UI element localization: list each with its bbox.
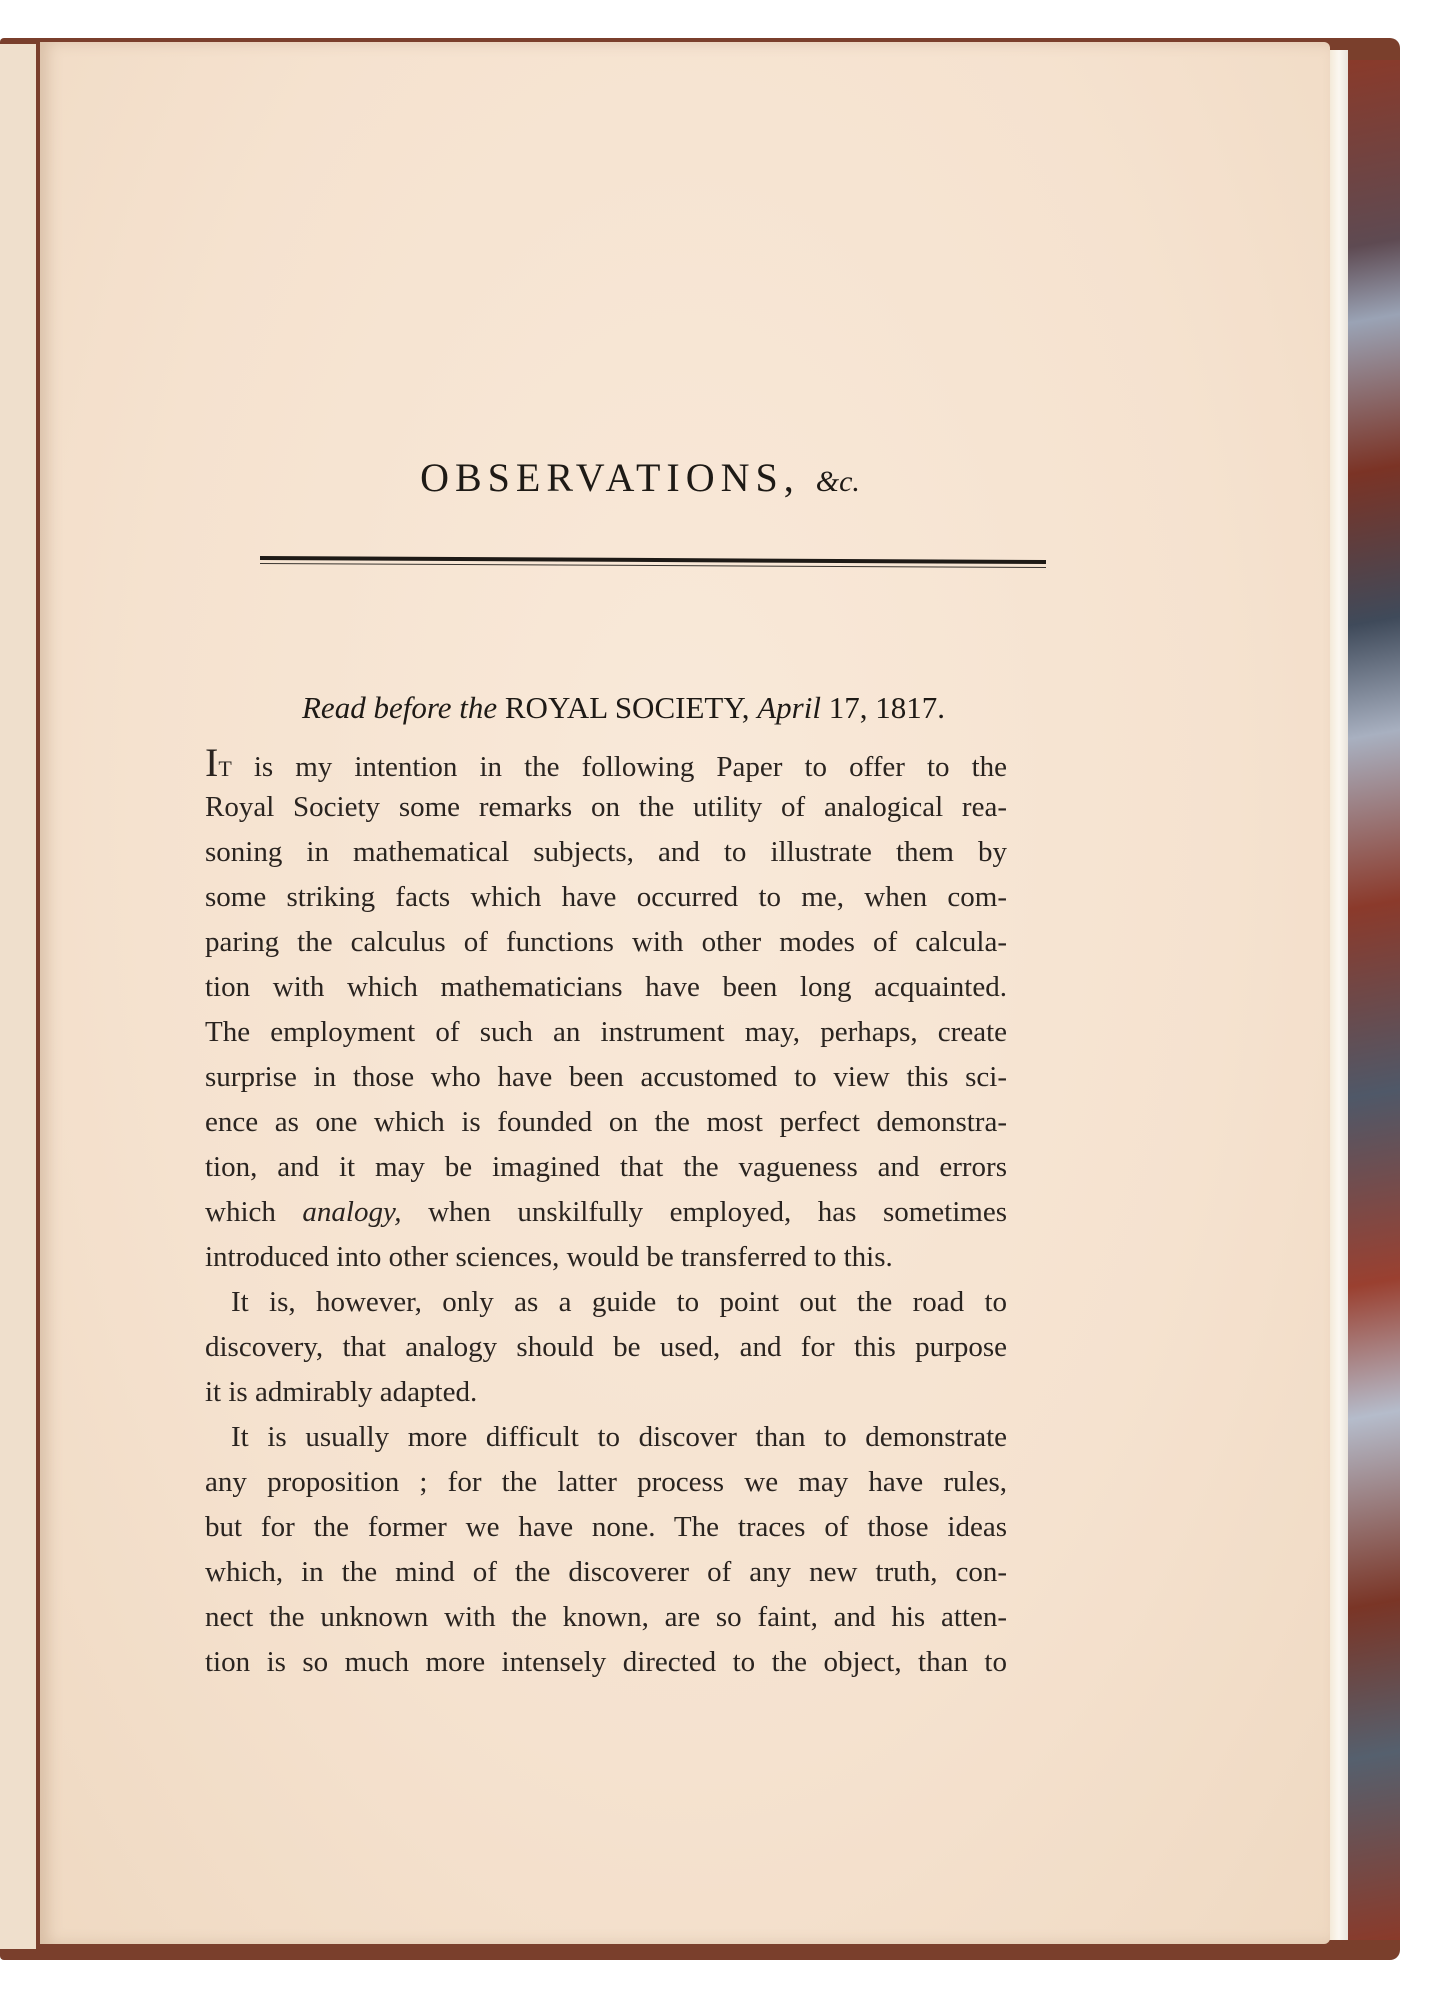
drop-cap: I: [205, 740, 219, 785]
text-line: introduced into other sciences, would be transferred to this.: [205, 1241, 893, 1273]
text-line: surprise in those who have been accustomed to view this sci-: [205, 1061, 1007, 1093]
title-suffix: &c.: [815, 465, 860, 498]
text-line: The employment of such an instrument may, perhaps, create: [205, 1016, 1007, 1048]
read-before-prefix: Read before the: [302, 690, 498, 725]
text-line: tion, and it may be imagined that the vagueness and errors: [205, 1151, 1007, 1183]
text-line: soning in mathematical subjects, and to illustrate them by: [205, 836, 1007, 868]
date-month: April: [757, 690, 821, 725]
marbled-edge: [1340, 60, 1400, 1940]
text-line: tion is so much more intensely directed to the object, than to: [205, 1646, 1007, 1678]
text-line: Royal Society some remarks on the utility of analogical rea-: [205, 791, 1007, 823]
text-line: [205, 1190, 1007, 1235]
text-line: [205, 740, 1007, 785]
body-text: [205, 740, 1007, 1685]
text-line: nect the unknown with the known, are so faint, and his atten-: [205, 1601, 1007, 1633]
text-line: any proposition ; for the latter process we may have rules,: [205, 1466, 1007, 1498]
title-rule-thin: [260, 563, 1046, 568]
text-line: it is admirably adapted.: [205, 1376, 478, 1408]
date-rest: 17, 1817.: [828, 690, 945, 725]
text-line: discovery, that analogy should be used, and for this purpose: [205, 1331, 1007, 1363]
title-main: OBSERVATIONS,: [420, 455, 800, 500]
page-title: [40, 454, 1240, 501]
text-line: which, in the mind of the discoverer of any new truth, con-: [205, 1556, 1007, 1588]
small-cap: T: [218, 756, 232, 781]
text-line: paring the calculus of functions with other modes of calcula-: [205, 926, 1007, 958]
line-text: which: [205, 1196, 276, 1228]
left-page-edge: [0, 44, 36, 1949]
line-text: is my intention in the following Paper to offer to the: [231, 751, 1007, 783]
line-text: when unskilfully employed, has sometimes: [428, 1196, 1008, 1228]
italic-word: analogy,: [302, 1196, 402, 1228]
society-name: ROYAL SOCIETY,: [504, 690, 750, 725]
read-before-line: [302, 690, 1042, 726]
text-line: ence as one which is founded on the most perfect demonstra-: [205, 1106, 1007, 1138]
text-line: It is, however, only as a guide to point out the road to: [231, 1286, 1007, 1318]
text-line: some striking facts which have occurred to me, when com-: [205, 881, 1007, 913]
text-line: tion with which mathematicians have been long acquainted.: [205, 971, 1007, 1003]
text-line: but for the former we have none. The traces of those ideas: [205, 1511, 1007, 1543]
text-line: It is usually more difficult to discover than to demonstrate: [231, 1421, 1007, 1453]
